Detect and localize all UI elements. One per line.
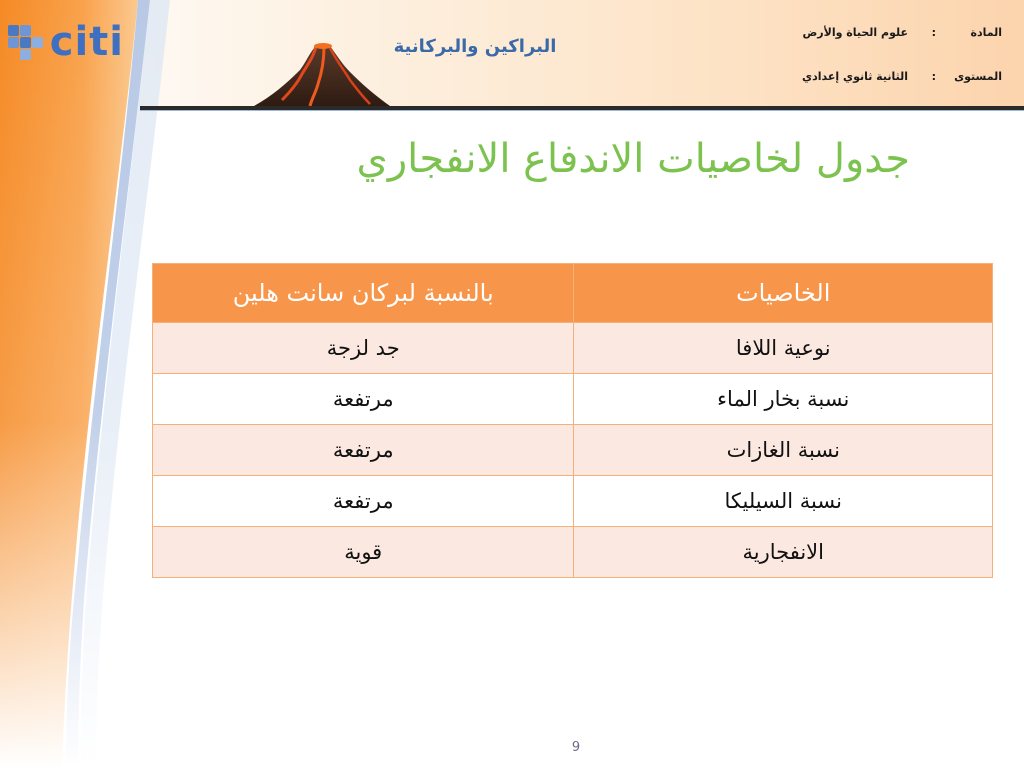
level-separator: : <box>931 70 936 83</box>
table-row <box>153 374 993 425</box>
subject-info <box>772 26 1002 46</box>
header-cell-property: الخاصيات <box>574 264 993 323</box>
property-cell: نوعية اللافا <box>574 323 993 374</box>
logo-text: citi <box>49 19 124 65</box>
table-row <box>153 476 993 527</box>
subject-label: المادة <box>970 26 1002 39</box>
volcano-icon <box>252 40 392 108</box>
property-cell: نسبة السيليكا <box>574 476 993 527</box>
table-row <box>153 425 993 476</box>
header-divider-accent <box>140 110 1024 111</box>
header-cell-st-helens: بالنسبة لبركان سانت هلين <box>153 264 574 323</box>
property-cell: نسبة الغازات <box>574 425 993 476</box>
level-info <box>772 70 1002 90</box>
value-cell: قوية <box>153 527 574 578</box>
value-cell: جد لزجة <box>153 323 574 374</box>
subject-separator: : <box>931 26 936 39</box>
lesson-title: البراكين والبركانية <box>393 36 557 57</box>
value-cell: مرتفعة <box>153 374 574 425</box>
table-row <box>153 323 993 374</box>
table-header-row <box>153 264 993 323</box>
level-value: الثانية ثانوي إعدادي <box>802 70 908 83</box>
value-cell: مرتفعة <box>153 425 574 476</box>
properties-table <box>152 263 993 578</box>
property-cell: الانفجارية <box>574 527 993 578</box>
level-label: المستوى <box>954 70 1002 83</box>
slide-title: جدول لخاصيات الاندفاع الانفجاري <box>356 136 910 182</box>
citi-logo <box>6 20 124 64</box>
property-cell: نسبة بخار الماء <box>574 374 993 425</box>
table-row <box>153 527 993 578</box>
page-number: 9 <box>571 740 581 755</box>
value-cell: مرتفعة <box>153 476 574 527</box>
subject-value: علوم الحياة والأرض <box>802 26 908 39</box>
logo-mark-icon <box>6 23 44 61</box>
